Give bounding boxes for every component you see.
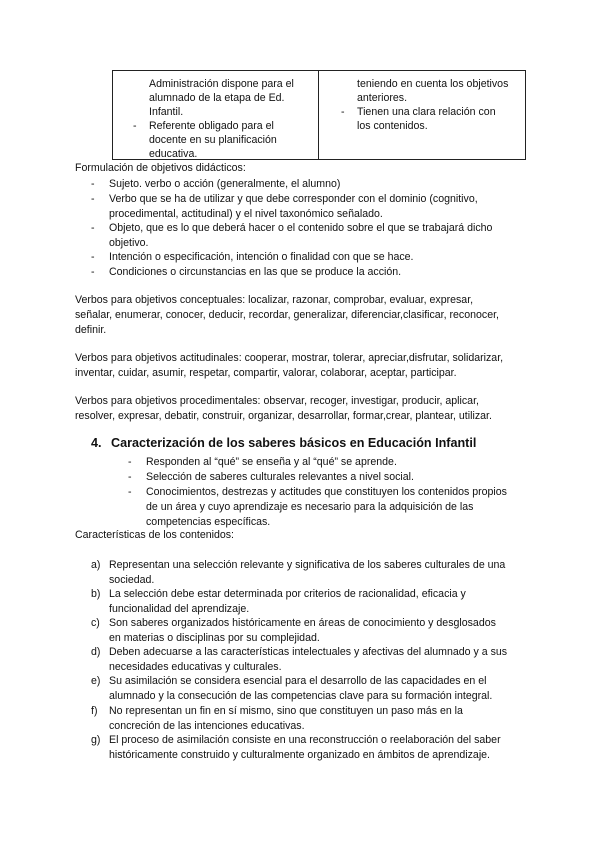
verbos-conceptuales-line: Verbos para objetivos conceptuales: localizar, razonar, comprobar, evaluar, expresar, [75,294,474,306]
objectives-table [112,70,526,160]
table-line: docente en su planificación [149,134,277,146]
verbos-actitudinales-line: Verbos para objetivos actitudinales: cooperar, mostrar, tolerar, apreciar,disfrutar, solidarizar, [75,352,504,364]
formulacion-heading: Formulación de objetivos didácticos: [75,162,246,174]
verbos-conceptuales-line: señalar, enumerar, conocer, deducir, recordar, generalizar, diferenciar,clasificar, reconocer, [75,309,499,321]
table-line: alumnado de la etapa de Ed. [149,92,285,104]
table-line: Referente obligado para el [149,120,274,132]
caracteristicas-heading: Características de los contenidos: [75,529,234,541]
table-line: educativa. [149,148,198,160]
table-line: Administración dispone para el [149,78,294,90]
section-title: Caracterización de los saberes básicos en Educación Infantil [111,436,477,450]
table-line: anteriores. [357,92,408,104]
section-heading [91,436,476,450]
verbos-procedimentales-line: Verbos para objetivos procedimentales: observar, recoger, investigar, producir, aplicar, [75,395,479,407]
verbos-actitudinales-line: inventar, cuidar, asumir, respetar, compartir, valorar, colaborar, aceptar, participar. [75,367,457,379]
table-line: teniendo en cuenta los objetivos [357,78,509,90]
verbos-conceptuales-line: definir. [75,324,107,336]
table-line: los contenidos. [357,120,428,132]
table-left-cell [113,71,319,159]
table-bullet: - [341,106,345,118]
table-bullet: - [133,120,137,132]
section-number: 4. [91,436,102,450]
table-right-cell [319,71,525,159]
table-line: Infantil. [149,106,184,118]
table-line: Tienen una clara relación con [357,106,496,118]
verbos-procedimentales-line: resolver, expresar, debatir, construir, organizar, desarrollar, formar,crear, plantear, utilizar. [75,410,492,422]
